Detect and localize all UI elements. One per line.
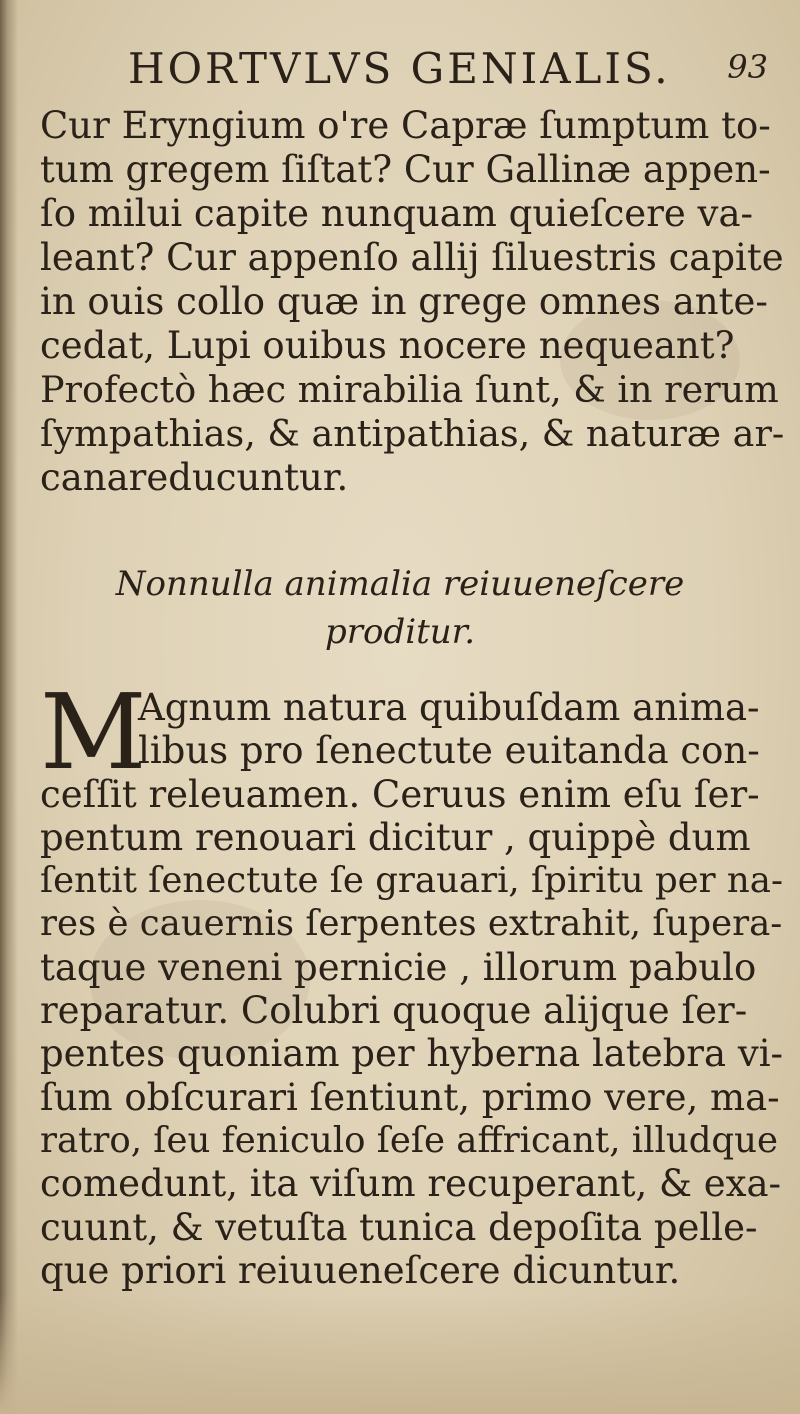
heading-line: proditur. <box>324 612 475 652</box>
heading-line: Nonnulla animalia reiuueneſcere <box>115 564 685 604</box>
binding-shadow <box>0 0 18 1414</box>
text-line: ſo milui capite nunquam quieſcere va- <box>40 192 754 235</box>
text-line: que priori reiuueneſcere dicuntur. <box>40 1248 681 1292</box>
text-line: tum gregem ſiſtat? Cur Gallinæ appen- <box>40 148 771 191</box>
page-number: 93 <box>727 48 768 86</box>
text-line: leant? Cur appenſo allij ſiluestris capite <box>40 236 784 279</box>
text-line: Agnum natura quibuſdam anima- <box>138 686 760 729</box>
text-line: libus pro ſenectute euitanda con- <box>138 729 760 773</box>
text-line: pentes quoniam per hyberna latebra vi- <box>40 1032 784 1076</box>
text-line: cedat, Lupi ouibus nocere nequeant? <box>40 324 735 367</box>
text-line: reparatur. Colubri quoque alijque ſer- <box>40 989 748 1033</box>
drop-cap: M <box>40 671 147 793</box>
page-bottom-shade <box>0 1294 800 1414</box>
text-line: ſentit ſenectute ſe grauari, ſpiritu per na- <box>40 860 783 902</box>
text-line: ſympathias, & antipathias, & naturæ ar- <box>40 412 785 455</box>
text-line: Cur Eryngium o're Capræ ſumptum to- <box>40 104 771 147</box>
text-line: ſum obſcurari ſentiunt, primo vere, ma- <box>40 1075 780 1119</box>
text-line: canareducuntur. <box>40 456 349 499</box>
text-line: cuunt, & vetuſta tunica depoſita pelle- <box>40 1205 758 1249</box>
paragraph-1 <box>40 104 784 500</box>
text-line: pentum renouari dicitur , quippè dum <box>40 815 751 859</box>
text-line: taque veneni pernicie , illorum pabulo <box>40 945 757 989</box>
text-line: in ouis collo quæ in grege omnes ante- <box>40 280 768 323</box>
page-header <box>128 44 768 96</box>
text-line: res è cauernis ſerpentes extrahit, ſupera- <box>40 903 783 945</box>
paragraph-2 <box>40 671 784 1292</box>
text-line: comedunt, ita viſum recuperant, & exa- <box>40 1162 782 1206</box>
text-line: Profectò hæc mirabilia ſunt, & in rerum <box>40 368 779 411</box>
running-title: HORTVLVS GENIALIS. <box>128 44 671 93</box>
text-line: ratro, ſeu feniculo ſeſe affricant, illudque <box>40 1119 779 1161</box>
text-line: ceſſit releuamen. Ceruus enim eſu ſer- <box>40 772 760 816</box>
section-heading <box>0 560 800 656</box>
